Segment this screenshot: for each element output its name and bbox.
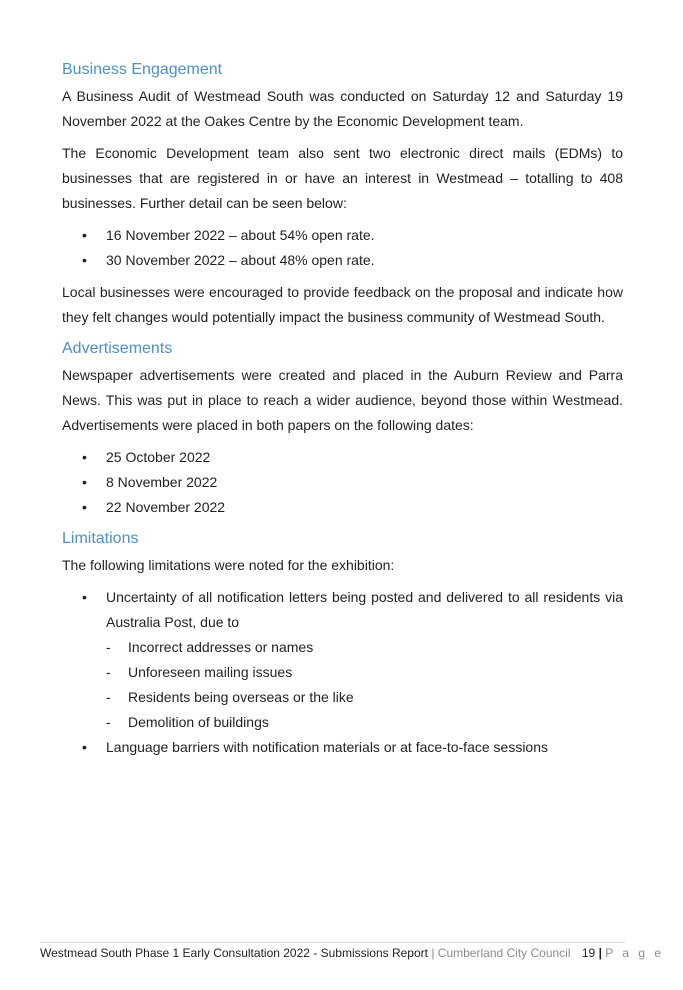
footer-page-separator: |	[598, 946, 602, 960]
list-item: • 8 November 2022	[62, 470, 623, 495]
sublist-item: - Demolition of buildings	[106, 710, 623, 735]
sublist-item: - Unforeseen mailing issues	[106, 660, 623, 685]
section-heading-limitations: Limitations	[62, 530, 139, 547]
footer-page-number: 19	[581, 946, 596, 960]
advertisement-dates-list	[62, 445, 623, 520]
limitations-bullet-list	[62, 585, 623, 760]
list-item: • 16 November 2022 – about 54% open rate.	[62, 223, 623, 248]
list-item: • 22 November 2022	[62, 495, 623, 520]
list-item	[62, 585, 623, 735]
sublist-item: - Incorrect addresses or names	[106, 635, 623, 660]
business-paragraph-1: A Business Audit of Westmead South was conducted on Saturday 12 and Saturday 19 November 2022 at the Oakes Centre by the Economic Development team.	[62, 88, 623, 129]
footer-report-title: Westmead South Phase 1 Early Consultation 2022 - Submissions Report	[40, 946, 428, 960]
section-heading-advertisements: Advertisements	[62, 340, 173, 357]
footer-council-name: Cumberland City Council	[437, 946, 571, 960]
list-item: • 25 October 2022	[62, 445, 623, 470]
business-paragraph-3: Local businesses were encouraged to provide feedback on the proposal and indicate how they felt changes would potentially impact the business community of Westmead South.	[62, 284, 623, 325]
business-paragraph-2: The Economic Development team also sent two electronic direct mails (EDMs) to businesses that are registered in or have an interest in Westmead – totalling to 408 businesses. Further detail can be seen below:	[62, 145, 623, 211]
business-bullet-list	[62, 223, 623, 273]
document-page	[62, 58, 623, 767]
sublist-item: - Residents being overseas or the like	[106, 685, 623, 710]
limitation-text: Uncertainty of all notification letters being posted and delivered to all residents via Australia Post, due to	[106, 589, 623, 630]
page-footer	[40, 942, 665, 961]
list-item: • 30 November 2022 – about 48% open rate.	[62, 248, 623, 273]
footer-separator: |	[431, 946, 435, 960]
limitation-sublist	[106, 635, 623, 735]
section-heading-business-engagement: Business Engagement	[62, 61, 223, 78]
footer-page-label: P a g e	[605, 946, 665, 960]
advertisements-paragraph-1: Newspaper advertisements were created and placed in the Auburn Review and Parra News. This was put in place to reach a wider audience, beyond those within Westmead. Advertisements were placed in both papers on the following dates:	[62, 367, 623, 433]
list-item: • Language barriers with notification materials or at face-to-face sessions	[62, 735, 623, 760]
limitations-paragraph-1: The following limitations were noted for the exhibition:	[62, 557, 395, 573]
